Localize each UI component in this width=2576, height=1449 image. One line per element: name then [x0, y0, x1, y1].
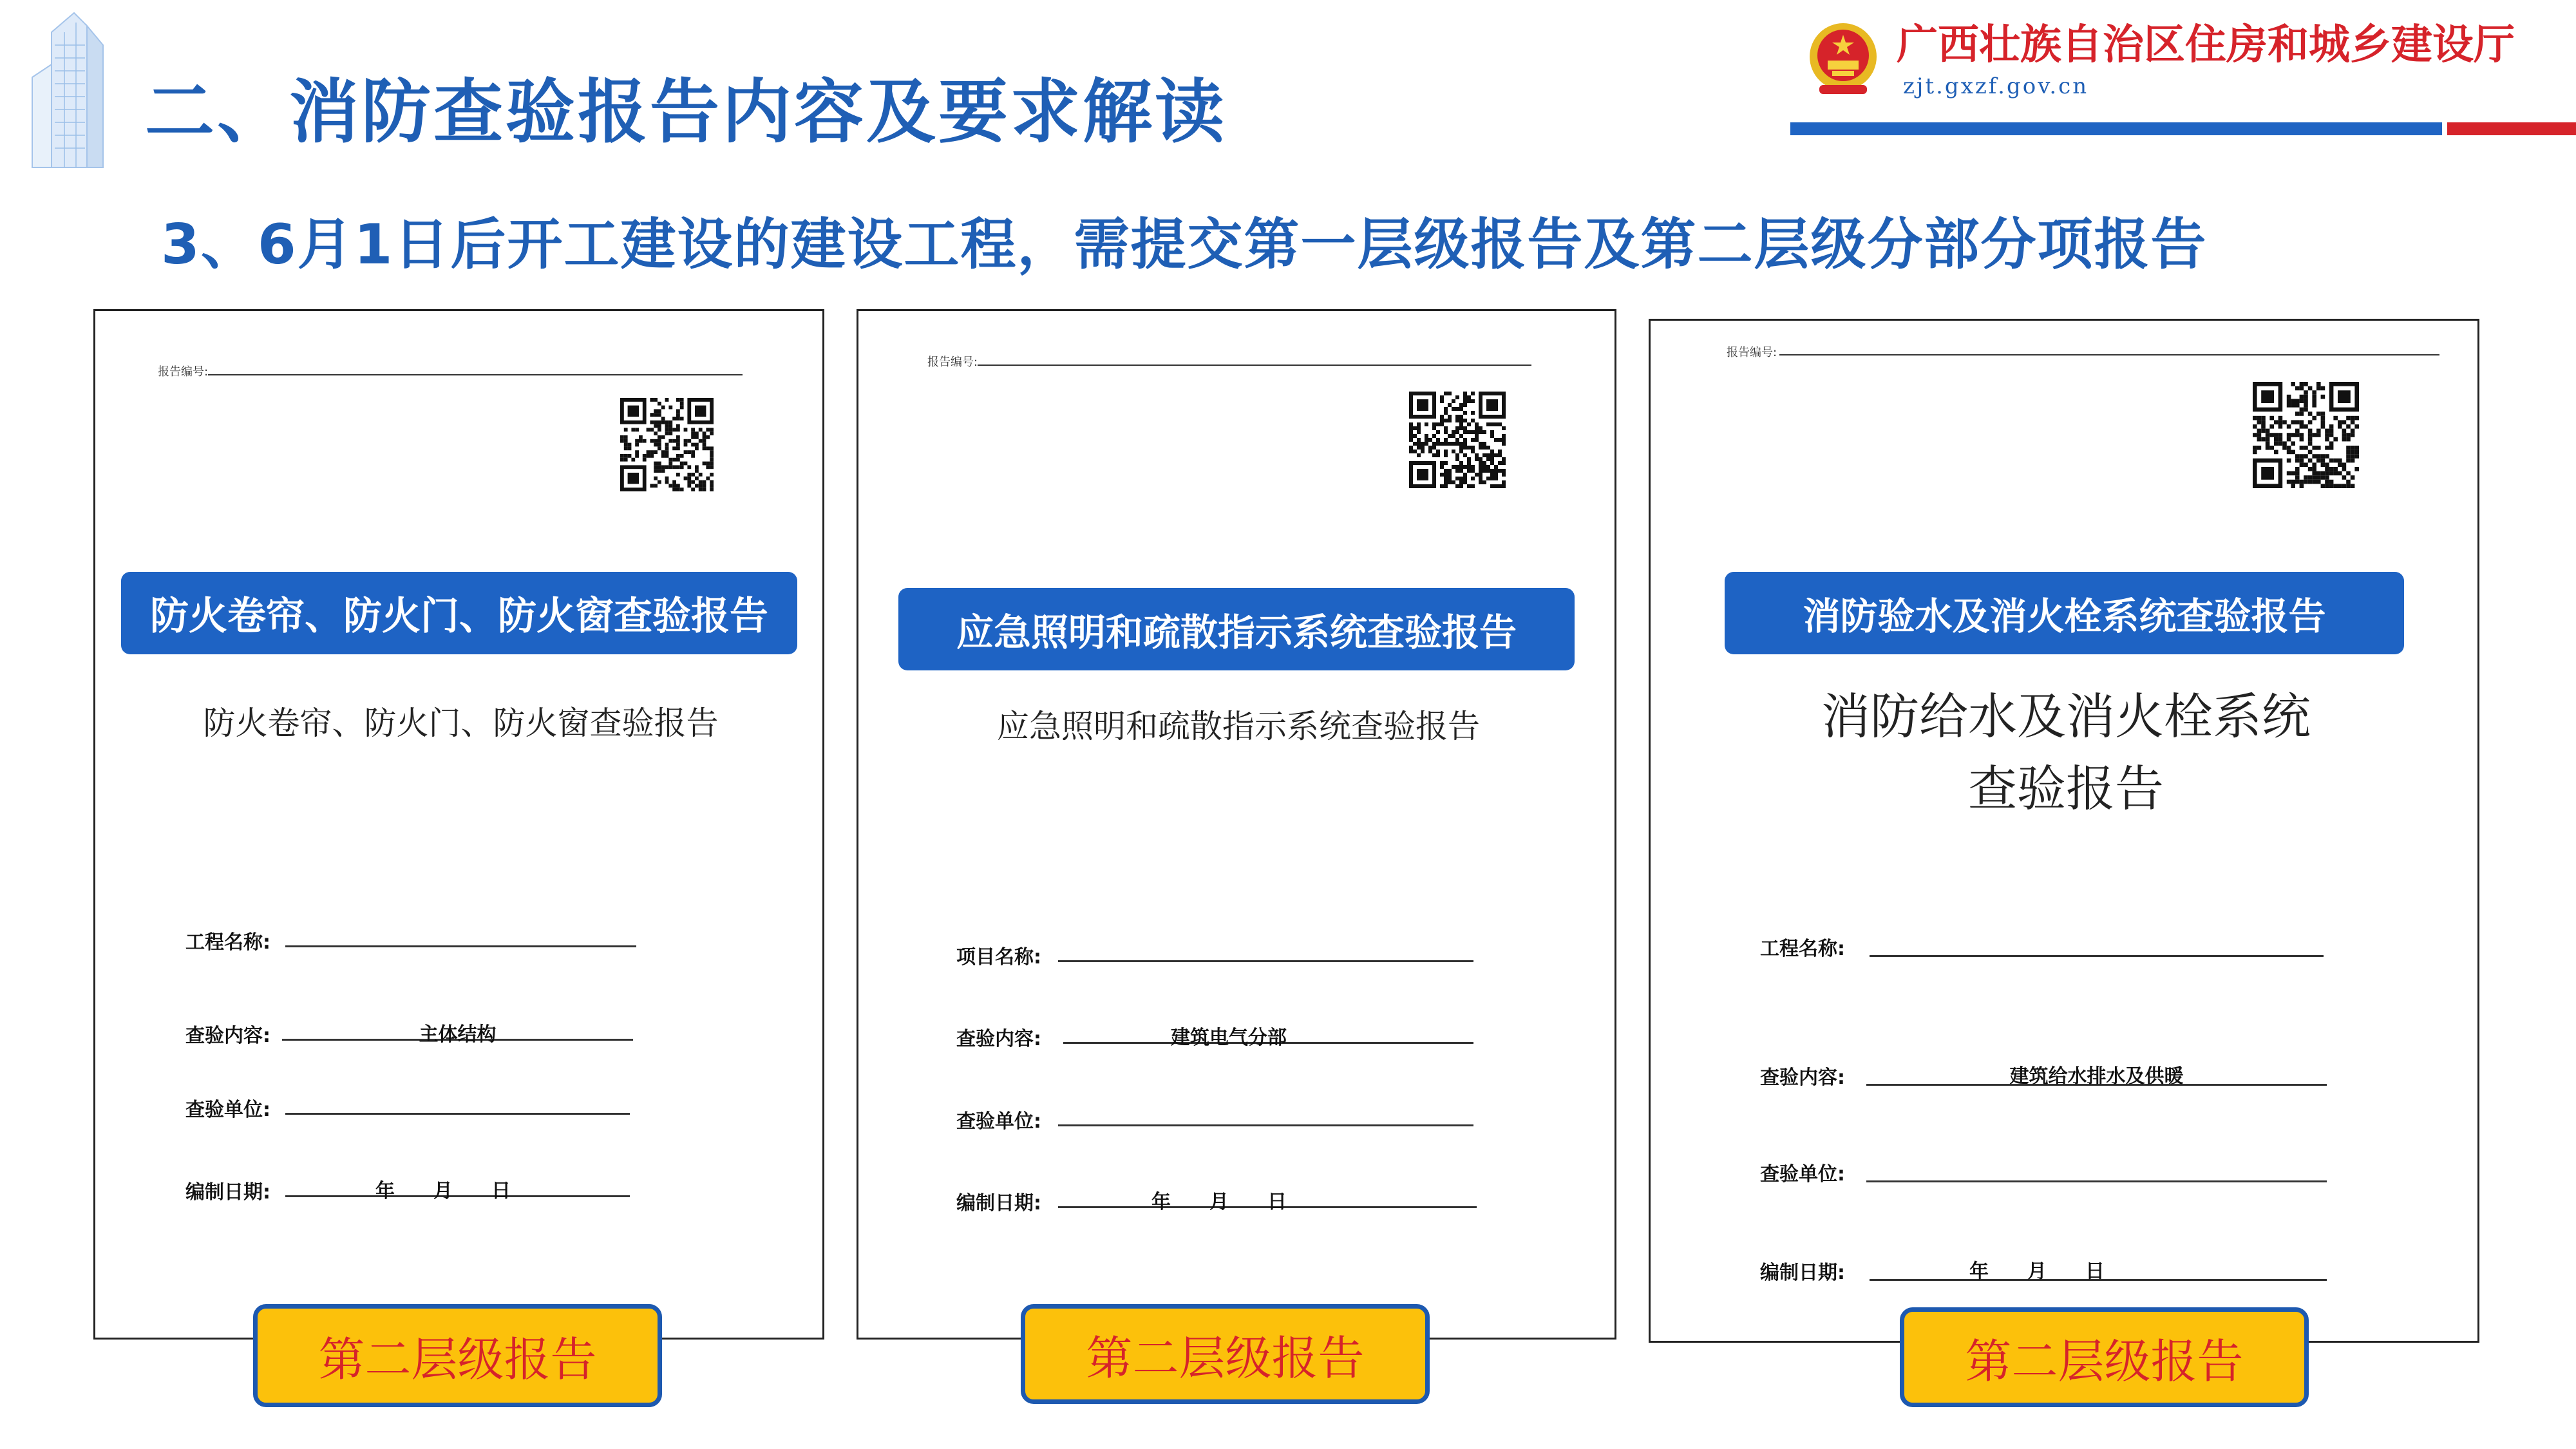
field-label: 编制日期:	[956, 1192, 1041, 1215]
report-type-banner: 消防验水及消火栓系统查验报告	[1725, 572, 2404, 654]
slide-title: 二、消防查验报告内容及要求解读	[145, 72, 1227, 153]
report-title: 应急照明和疏散指示系统查验报告	[997, 708, 1480, 745]
field-value: 主体结构	[419, 1023, 497, 1046]
report-number-label: 报告编号:	[158, 365, 209, 379]
report-type-banner: 防火卷帘、防火门、防火窗查验报告	[121, 572, 797, 654]
field-label: 查验内容:	[1760, 1066, 1845, 1089]
org-url-link[interactable]: zjt.gxzf.gov.cn	[1903, 73, 2089, 99]
field-line	[285, 945, 636, 947]
field-value: 年 月 日	[375, 1180, 511, 1202]
field-label: 查验单位:	[185, 1099, 270, 1121]
field-value: 建筑给水排水及供暖	[2009, 1065, 2184, 1088]
field-label: 项目名称:	[956, 946, 1041, 969]
field-line	[1058, 960, 1473, 962]
report-title: 防火卷帘、防火门、防火窗查验报告	[203, 705, 719, 742]
field-line	[1058, 1124, 1473, 1126]
qr-code-icon	[620, 398, 714, 491]
field-label: 查验单位:	[1760, 1163, 1845, 1186]
field-value: 建筑电气分部	[1171, 1027, 1287, 1049]
field-label: 查验单位:	[956, 1110, 1041, 1133]
field-label: 工程名称:	[185, 931, 270, 954]
field-value: 年 月 日	[1151, 1191, 1287, 1213]
field-label: 工程名称:	[1760, 938, 1845, 960]
report-number-line	[1779, 354, 2439, 355]
qr-code-icon	[2253, 382, 2359, 488]
field-value: 年 月 日	[1969, 1260, 2105, 1283]
level-badge: 第二层级报告	[1021, 1304, 1430, 1404]
field-label: 查验内容:	[185, 1025, 270, 1047]
report-number-line	[208, 374, 743, 375]
field-line	[1866, 1180, 2327, 1182]
field-label: 查验内容:	[956, 1028, 1041, 1050]
report-type-banner: 应急照明和疏散指示系统查验报告	[898, 588, 1575, 670]
report-page	[1649, 319, 2479, 1343]
qr-code-icon	[1409, 392, 1506, 488]
building-logo-icon	[26, 6, 109, 180]
section-subtitle: 3、6月1日后开工建设的建设工程，需提交第一层级报告及第二层级分部分项报告	[161, 213, 2208, 277]
header-divider-red	[2447, 122, 2576, 135]
field-line	[1870, 955, 2324, 957]
report-page	[93, 309, 824, 1340]
report-number-label: 报告编号:	[927, 355, 978, 369]
level-badge: 第二层级报告	[1900, 1307, 2309, 1407]
level-badge: 第二层级报告	[253, 1304, 662, 1407]
field-line	[285, 1113, 630, 1115]
report-number-label: 报告编号:	[1727, 346, 1777, 359]
field-label: 编制日期:	[1760, 1262, 1845, 1284]
org-name: 广西壮族自治区住房和城乡建设厅	[1897, 21, 2515, 69]
report-title-line-2: 查验报告	[1968, 760, 2164, 817]
report-page	[857, 309, 1616, 1340]
field-label: 编制日期:	[185, 1181, 270, 1204]
report-number-line	[978, 365, 1531, 366]
report-title-line-1: 消防给水及消火栓系统	[1821, 688, 2311, 745]
header-divider-blue	[1790, 122, 2442, 135]
national-emblem-icon	[1806, 18, 1880, 99]
